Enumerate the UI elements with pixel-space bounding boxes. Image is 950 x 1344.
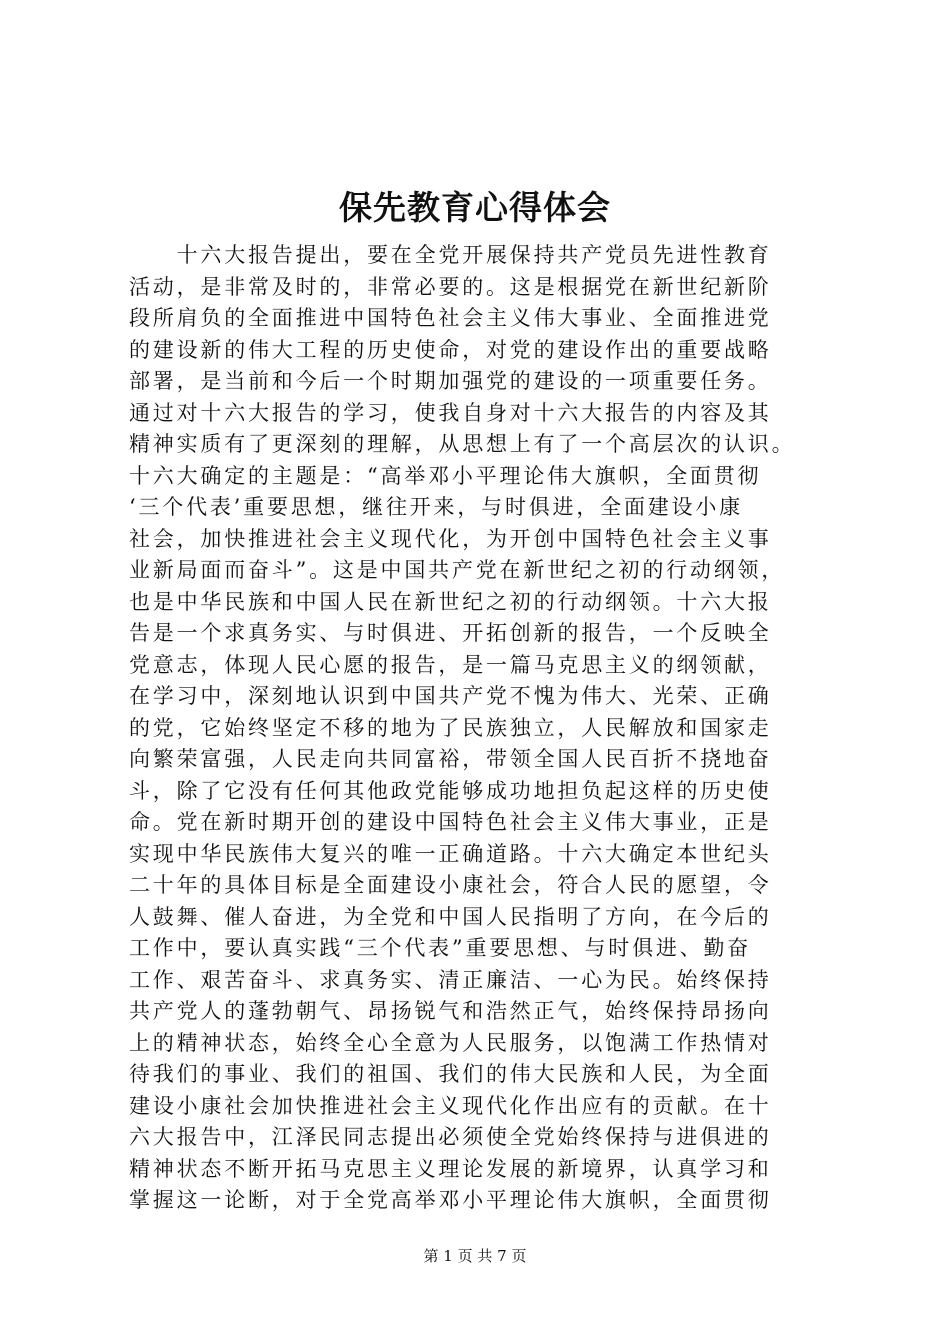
text-line: 人鼓舞、催人奋进，为全党和中国人民指明了方向，在今后的	[129, 904, 772, 929]
text-line: 社会，加快推进社会主义现代化，为开创中国特色社会主义事	[129, 526, 772, 551]
text-line: 掌握这一论断，对于全党高举邓小平理论伟大旗帜，全面贯彻	[129, 1188, 772, 1212]
text-line: 六大报告中，江泽民同志提出必须使全党始终保持与进俱进的	[129, 1125, 772, 1149]
text-line: 通过对十六大报告的学习，使我自身对十六大报告的内容及其	[129, 400, 772, 425]
text-line: 实现中华民族伟大复兴的唯一正确道路。十六大确定本世纪头	[129, 841, 772, 866]
text-line: 待我们的事业、我们的祖国、我们的伟大民族和人民，为全面	[129, 1062, 772, 1086]
text-line: 建设小康社会加快推进社会主义现代化作出应有的贡献。在十	[129, 1093, 772, 1118]
text-line: 告是一个求真务实、与时俱进、开拓创新的报告，一个反映全	[129, 621, 772, 645]
text-line: 二十年的具体目标是全面建设小康社会，符合人民的愿望，令	[129, 873, 772, 897]
text-line: 党意志，体现人民心愿的报告，是一篇马克思主义的纲领献，	[129, 652, 772, 677]
text-line: 共产党人的蓬勃朝气、昂扬锐气和浩然正气，始终保持昂扬向	[129, 999, 772, 1023]
page-footer: 第 1 页 共 7 页	[423, 1247, 527, 1265]
text-line: 的党，它始终坚定不移的地为了民族独立，人民解放和国家走	[129, 715, 772, 740]
text-line: 上的精神状态，始终全心全意为人民服务，以饱满工作热情对	[129, 1030, 772, 1055]
document-body	[129, 240, 829, 1212]
text-line: 也是中华民族和中国人民在新世纪之初的行动纲领。十六大报	[129, 589, 772, 614]
text-line: 业新局面而奋斗”。这是中国共产党在新世纪之初的行动纲领，	[129, 558, 786, 582]
text-line: 十六大报告提出，要在全党开展保持共产党员先进性教育	[129, 243, 772, 267]
document-title: 保先教育心得体会	[339, 188, 611, 227]
text-line: 在学习中，深刻地认识到中国共产党不愧为伟大、光荣、正确	[129, 684, 772, 708]
text-line: 工作、艰苦奋斗、求真务实、清正廉洁、一心为民。始终保持	[129, 967, 772, 992]
text-line: 段所肩负的全面推进中国特色社会主义伟大事业、全面推进党	[129, 306, 772, 330]
text-line: ‘三个代表’重要思想，继往开来，与时俱进，全面建设小康	[129, 495, 743, 519]
text-line: 命。党在新时期开创的建设中国特色社会主义伟大事业，正是	[129, 810, 772, 834]
text-line: 向繁荣富强，人民走向共同富裕，带领全国人民百折不挠地奋	[129, 747, 772, 771]
text-line: 的建设新的伟大工程的历史使命，对党的建设作出的重要战略	[129, 337, 772, 362]
text-line: 活动，是非常及时的，非常必要的。这是根据党在新世纪新阶	[129, 274, 772, 299]
text-line: 部署，是当前和今后一个时期加强党的建设的一项重要任务。	[129, 369, 772, 393]
text-line: 工作中，要认真实践“三个代表”重要思想、与时俱进、勤奋	[129, 936, 752, 960]
text-line: 斗，除了它没有任何其他政党能够成功地担负起这样的历史使	[129, 778, 772, 803]
text-line: 精神状态不断开拓马克思主义理论发展的新境界，认真学习和	[129, 1156, 772, 1181]
text-line: 十六大确定的主题是：“高举邓小平理论伟大旗帜，全面贯彻	[129, 463, 762, 488]
text-line: 精神实质有了更深刻的理解，从思想上有了一个高层次的认识。	[129, 432, 796, 456]
